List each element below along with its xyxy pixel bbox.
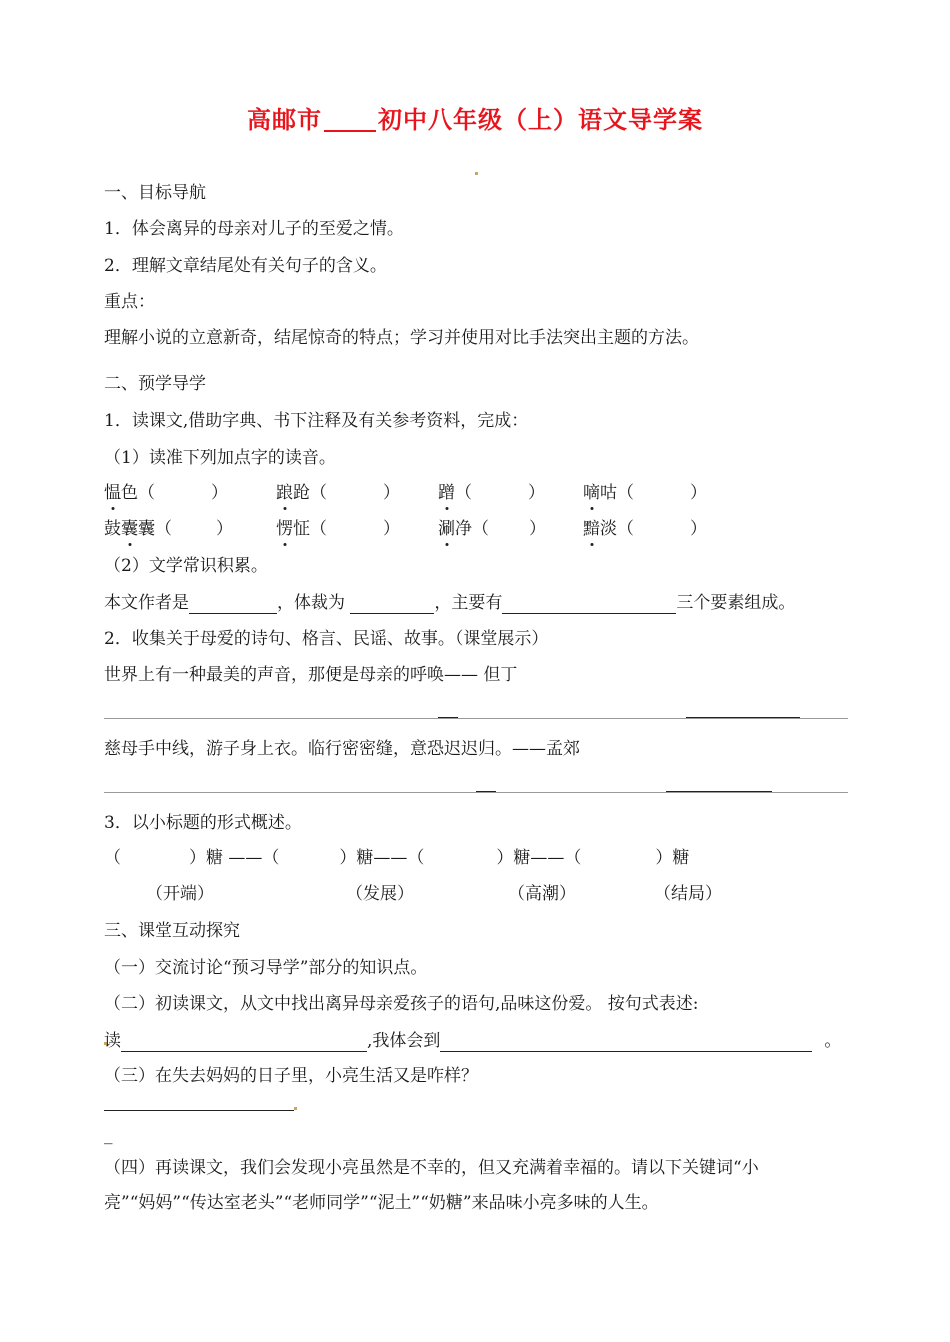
answer-line[interactable]	[104, 1110, 294, 1111]
question-1a: （1）读准下列加点字的读音。	[104, 448, 336, 468]
title-blank[interactable]	[324, 106, 376, 132]
section-heading: 三、课堂互动探究	[104, 921, 240, 941]
section-heading: 一、目标导航	[104, 183, 206, 203]
quote: 慈母手中线，游子身上衣。临行密密缝，意恐迟迟归。——孟郊	[104, 739, 580, 759]
page-title: 高邮市 初中八年级（上）语文导学案	[247, 106, 703, 134]
insight-blank[interactable]	[440, 1033, 812, 1052]
decorative-dot	[294, 1107, 297, 1110]
answer-line[interactable]	[104, 792, 848, 793]
pinyin-item: 鼓囊囊（ ）	[104, 519, 233, 539]
goal-item: 1．体会离异的母亲对儿子的至爱之情。	[104, 219, 404, 239]
discussion-4: （四）再读课文，我们会发现小亮虽然是不幸的，但又充满着幸福的。请以下关键词“小	[104, 1158, 759, 1178]
pinyin-item: 愣怔（ ）	[276, 519, 400, 539]
sentence-pattern: 读 ,我体会到 。	[104, 1031, 842, 1051]
candy-outline: （ ）糖 ——（ ）糖——（ ）糖——（ ）糖	[104, 848, 690, 868]
answer-dash: _	[104, 1125, 113, 1145]
quote: 世界上有一种最美的声音，那便是母亲的呼唤—— 但丁	[104, 665, 518, 685]
question-1: 1．读课文,借助字典、书下注释及有关参考资料，完成：	[104, 411, 529, 431]
author-blank[interactable]	[189, 595, 277, 614]
goal-item: 2．理解文章结尾处有关句子的含义。	[104, 256, 387, 276]
divider	[438, 717, 458, 718]
read-blank[interactable]	[121, 1033, 367, 1052]
pinyin-item: 涮净（ ）	[438, 519, 546, 539]
pinyin-item: 踉跄（ ）	[276, 483, 400, 503]
stage-label: （高潮）	[508, 884, 576, 904]
question-2: 2．收集关于母爱的诗句、格言、民谣、故事。（课堂展示）	[104, 629, 549, 649]
answer-line[interactable]	[104, 718, 848, 719]
discussion-1: （一）交流讨论“预习导学”部分的知识点。	[104, 958, 428, 978]
pinyin-item: 嘀咕（ ）	[583, 483, 707, 503]
elements-blank[interactable]	[502, 595, 676, 614]
pinyin-item: 蹭（ ）	[438, 483, 545, 503]
genre-blank[interactable]	[350, 595, 434, 614]
discussion-4-cont: 亮”“妈妈”“传达室老头”“老师同学”“泥土”“奶糖”来品味小亮多味的人生。	[104, 1193, 659, 1213]
question-3: 3．以小标题的形式概述。	[104, 813, 302, 833]
focus-text: 理解小说的立意新奇，结尾惊奇的特点；学习并使用对比手法突出主题的方法。	[104, 328, 699, 348]
stage-label: （发展）	[346, 884, 414, 904]
divider	[666, 791, 772, 792]
pinyin-item: 愠色（ ）	[104, 483, 228, 503]
pinyin-item: 黯淡（ ）	[583, 519, 707, 539]
divider	[686, 717, 800, 718]
divider	[476, 791, 496, 792]
decorative-dot	[475, 172, 478, 175]
stage-label: （结局）	[654, 884, 722, 904]
stage-label: （开端）	[146, 884, 214, 904]
literature-fill: 本文作者是 ，体裁为 ，主要有 三个要素组成。	[104, 593, 796, 613]
focus-label: 重点：	[104, 292, 155, 312]
discussion-2: （二）初读课文，从文中找出离异母亲爱孩子的语句,品味这份爱。 按句式表述:	[104, 994, 699, 1014]
question-1b: （2）文学常识积累。	[104, 556, 268, 576]
discussion-3: （三）在失去妈妈的日子里，小亮生活又是咋样？	[104, 1066, 478, 1086]
section-heading: 二、预学导学	[104, 374, 206, 394]
